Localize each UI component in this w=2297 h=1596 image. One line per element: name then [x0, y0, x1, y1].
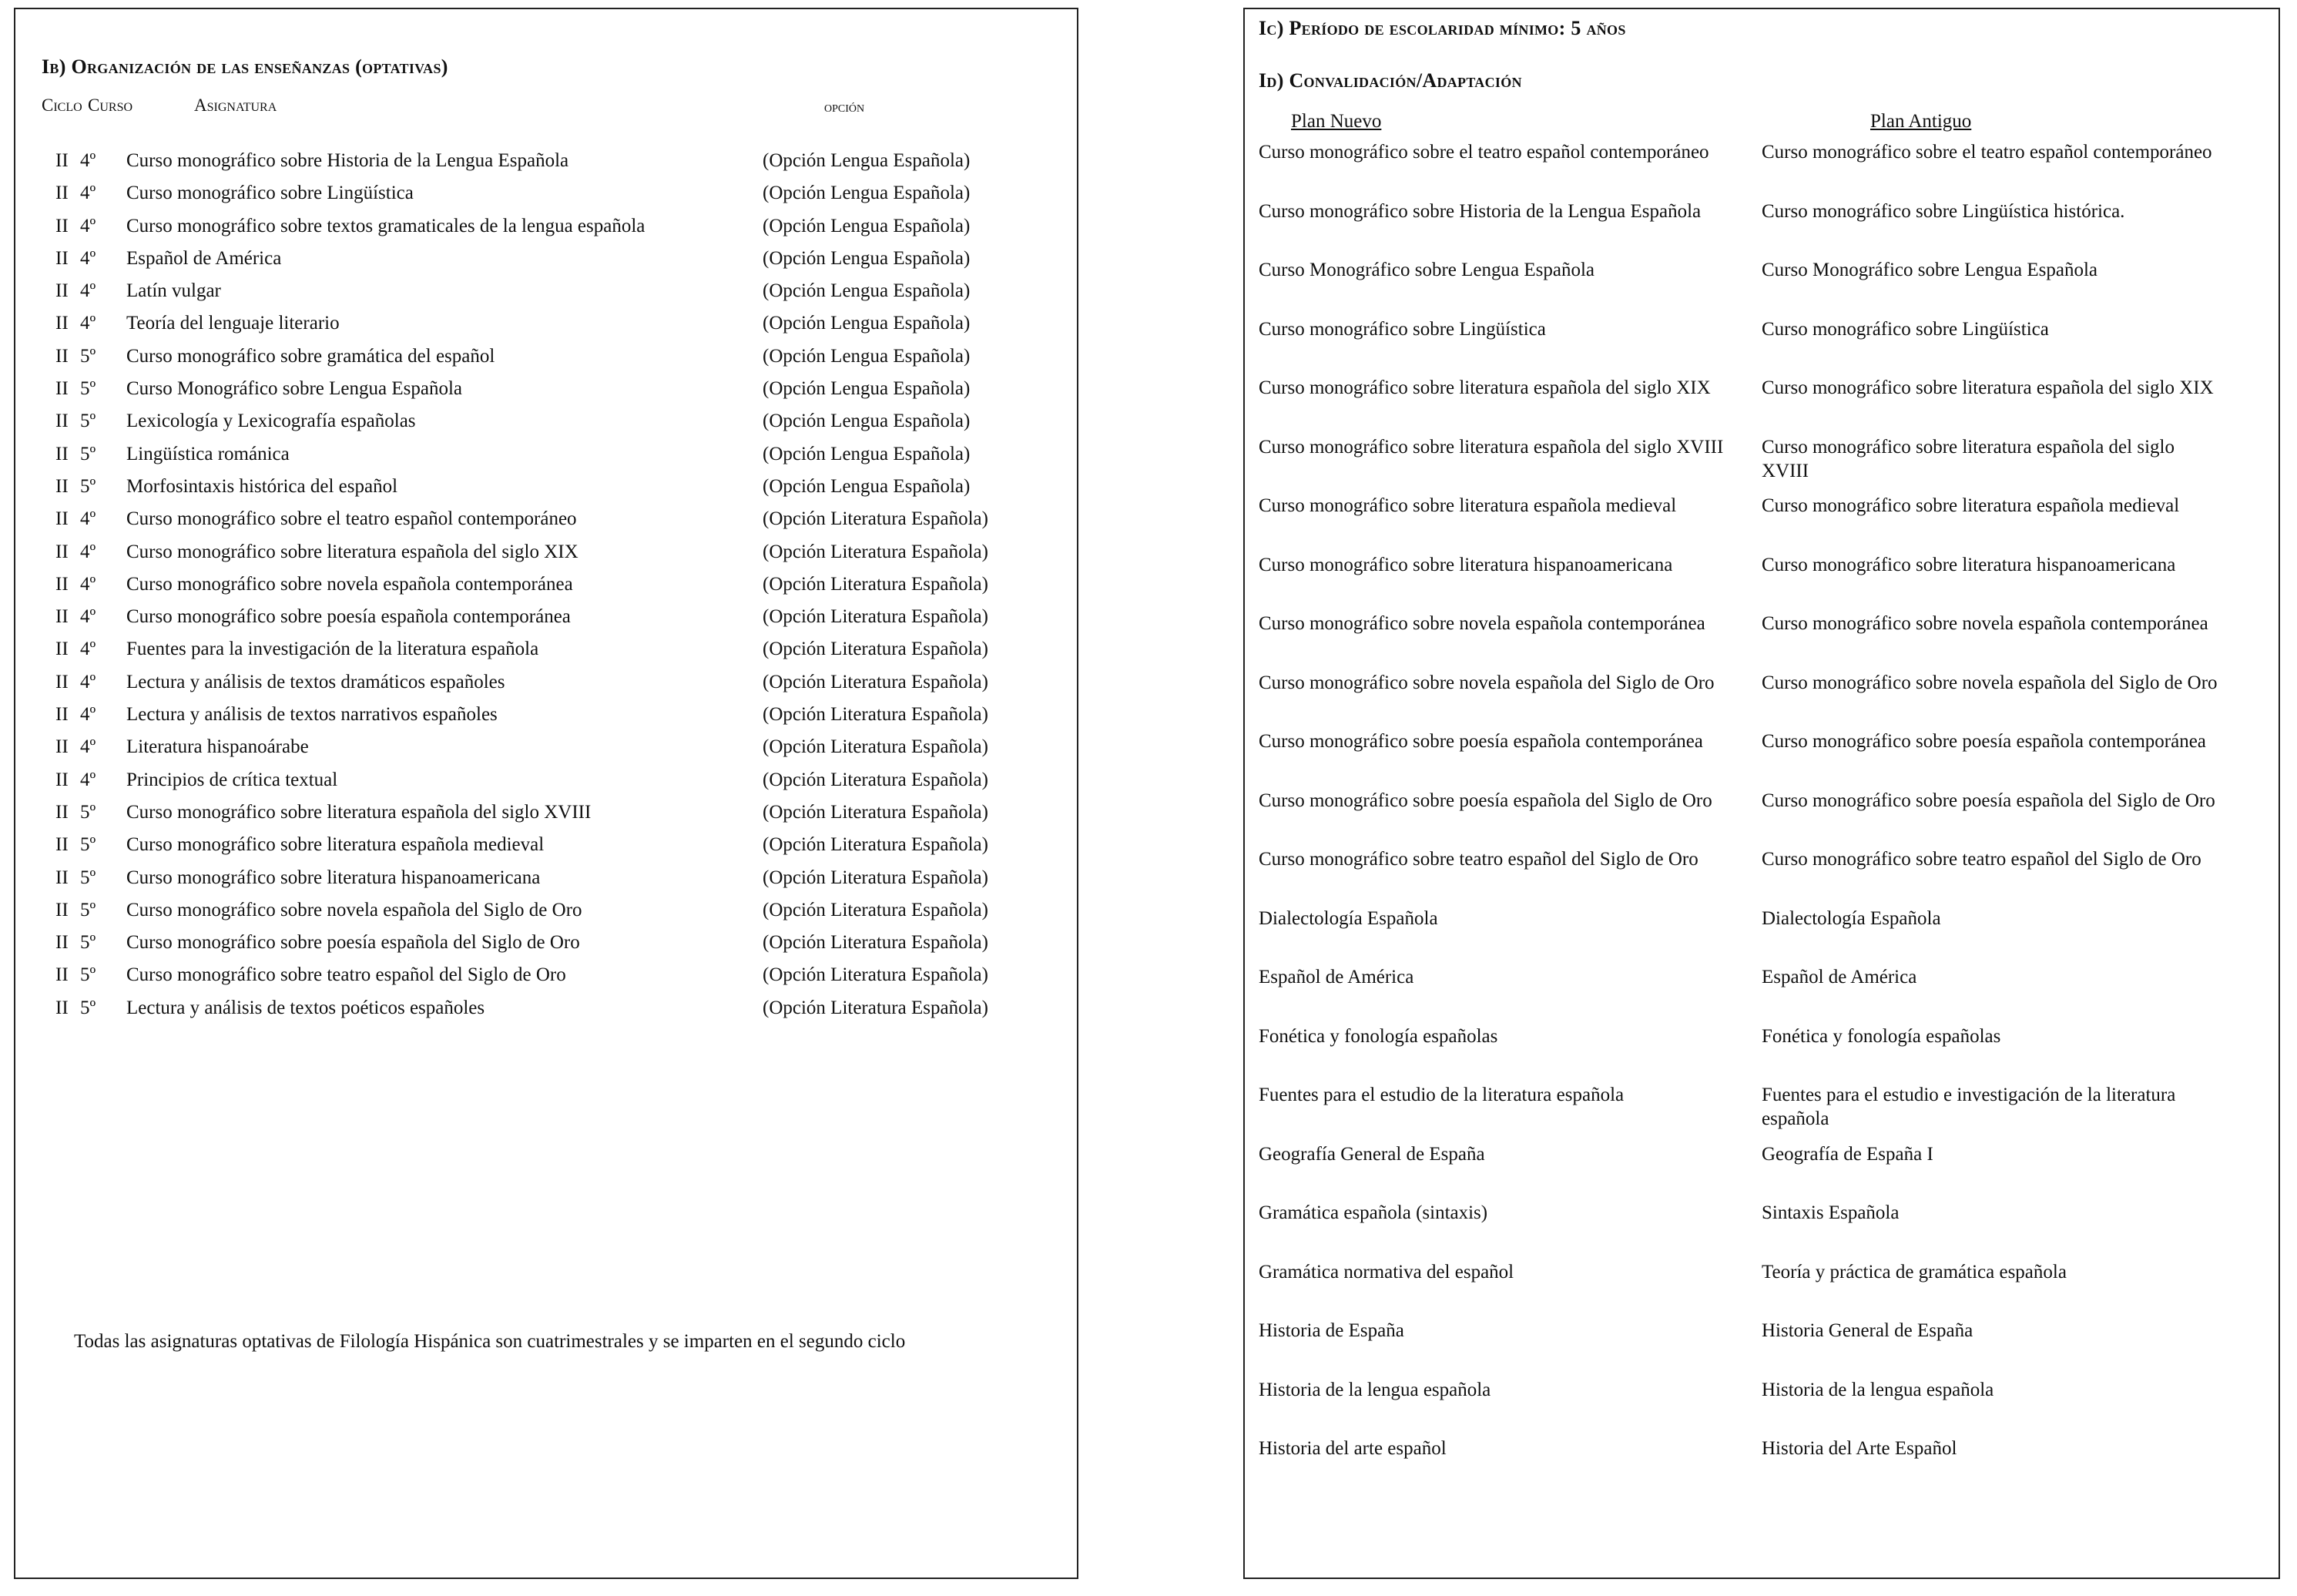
convalidacion-row — [1259, 729, 2268, 789]
opcion-cell: (Opción Lengua Española) — [763, 247, 971, 269]
curso-cell: 5º — [80, 867, 96, 888]
plan-nuevo-cell: Curso monográfico sobre Historia de la Lengua Española — [1259, 200, 1702, 222]
convalidacion-row — [1259, 1437, 2268, 1496]
asignatura-cell: Lectura y análisis de textos narrativos españoles — [126, 704, 498, 726]
opcion-cell: (Opción Literatura Española) — [763, 606, 988, 628]
plan-nuevo-cell: Curso monográfico sobre literatura española del siglo XVIII — [1259, 436, 1724, 458]
column-header-plan-antiguo: Plan Antiguo — [1870, 111, 1972, 132]
asignatura-cell: Lexicología y Lexicografía españolas — [126, 411, 416, 432]
header-opcion: opción — [824, 99, 865, 116]
ciclo-cell: II — [55, 313, 69, 334]
plan-nuevo-cell: Curso Monográfico sobre Lengua Española — [1259, 260, 1594, 280]
optativa-row — [55, 340, 1065, 373]
opcion-cell: (Opción Literatura Española) — [763, 508, 988, 530]
plan-antiguo-cell: Sintaxis Española — [1762, 1202, 1900, 1223]
convalidacion-row — [1259, 1319, 2268, 1378]
section-title-optativas: Ib) Organización de las enseñanzas (optativas) — [42, 55, 448, 78]
plan-nuevo-cell: Curso monográfico sobre poesía española contemporánea — [1259, 731, 1703, 752]
plan-nuevo-cell: Historia de España — [1259, 1320, 1404, 1341]
curso-cell: 5º — [80, 475, 96, 497]
ciclo-cell: II — [55, 378, 69, 400]
asignatura-cell: Lectura y análisis de textos poéticos españoles — [126, 997, 485, 1018]
opcion-cell: (Opción Literatura Española) — [763, 834, 988, 856]
ciclo-cell: II — [55, 280, 69, 302]
opcion-cell: (Opción Lengua Española) — [763, 443, 971, 464]
asignatura-cell: Curso monográfico sobre literatura española del siglo XVIII — [126, 801, 592, 823]
plan-antiguo-cell: Curso monográfico sobre Lingüística histórica. — [1762, 200, 2125, 222]
ciclo-cell: II — [55, 997, 69, 1018]
ciclo-cell: II — [55, 215, 69, 236]
asignatura-cell: Curso monográfico sobre novela española del Siglo de Oro — [126, 899, 582, 920]
plan-nuevo-cell: Historia de la lengua española — [1259, 1379, 1491, 1400]
curso-cell: 5º — [80, 345, 96, 367]
plan-antiguo-cell: Curso monográfico sobre literatura hispanoamericana — [1762, 554, 2176, 575]
ciclo-cell: II — [55, 671, 69, 692]
column-header-plan-nuevo: Plan Nuevo — [1291, 111, 1382, 132]
plan-nuevo-cell: Gramática española (sintaxis) — [1259, 1202, 1488, 1223]
ciclo-cell: II — [55, 834, 69, 856]
optativa-row — [55, 438, 1065, 471]
opcion-cell: (Opción Literatura Española) — [763, 899, 988, 920]
plan-nuevo-cell: Curso monográfico sobre poesía española del Siglo de Oro — [1259, 790, 1712, 811]
opcion-cell: (Opción Literatura Española) — [763, 704, 988, 726]
ciclo-cell: II — [55, 150, 69, 171]
opcion-cell: (Opción Literatura Española) — [763, 867, 988, 888]
ciclo-cell: II — [55, 964, 69, 986]
asignatura-cell: Curso monográfico sobre novela española contemporánea — [126, 573, 573, 595]
optativas-list — [55, 145, 1065, 1024]
plan-antiguo-cell: Curso monográfico sobre novela española del Siglo de Oro — [1762, 672, 2218, 693]
curso-cell: 4º — [80, 736, 96, 758]
plan-nuevo-cell: Curso monográfico sobre literatura española del siglo XIX — [1259, 377, 1711, 398]
optativa-row — [55, 177, 1065, 210]
curso-cell: 5º — [80, 932, 96, 954]
opcion-cell: (Opción Literatura Española) — [763, 671, 988, 692]
opcion-cell: (Opción Literatura Española) — [763, 769, 988, 790]
optativa-row — [55, 699, 1065, 731]
ciclo-cell: II — [55, 443, 69, 464]
asignatura-cell: Curso monográfico sobre poesía española contemporánea — [126, 606, 571, 628]
plan-antiguo-cell: Historia de la lengua española — [1762, 1379, 1994, 1400]
convalidacion-row — [1259, 200, 2268, 259]
opcion-cell: (Opción Literatura Española) — [763, 997, 988, 1018]
optativa-row — [55, 145, 1065, 177]
opcion-cell: (Opción Literatura Española) — [763, 573, 988, 595]
plan-antiguo-cell: Curso monográfico sobre literatura española medieval — [1762, 495, 2180, 516]
plan-antiguo-cell: Historia del Arte Español — [1762, 1438, 1957, 1459]
ciclo-cell: II — [55, 541, 69, 562]
optativa-row — [55, 927, 1065, 959]
optativa-row — [55, 503, 1065, 535]
curso-cell: 4º — [80, 704, 96, 726]
plan-nuevo-cell: Curso monográfico sobre teatro español del Siglo de Oro — [1259, 849, 1698, 870]
ciclo-cell: II — [55, 573, 69, 595]
asignatura-cell: Curso monográfico sobre Historia de la Lengua Española — [126, 150, 569, 171]
opcion-cell: (Opción Literatura Española) — [763, 736, 988, 758]
asignatura-cell: Español de América — [126, 247, 282, 269]
convalidacion-row — [1259, 1083, 2268, 1142]
optativa-row — [55, 633, 1065, 666]
convalidacion-row — [1259, 965, 2268, 1024]
footnote: Todas las asignaturas optativas de Filología Hispánica son cuatrimestrales y se imparten en el segundo ciclo — [74, 1331, 906, 1352]
opcion-cell: (Opción Literatura Española) — [763, 639, 988, 660]
asignatura-cell: Curso monográfico sobre textos gramaticales de la lengua española — [126, 215, 646, 236]
convalidacion-row — [1259, 376, 2268, 435]
header-ciclo: Ciclo — [42, 96, 82, 115]
plan-nuevo-cell: Fuentes para el estudio de la literatura española — [1259, 1085, 1625, 1105]
optativa-row — [55, 829, 1065, 861]
plan-antiguo-cell: Curso Monográfico sobre Lengua Española — [1762, 260, 2097, 280]
plan-antiguo-cell: Curso monográfico sobre poesía española del Siglo de Oro — [1762, 790, 2215, 811]
plan-antiguo-cell: Geografía de España I — [1762, 1143, 1933, 1165]
opcion-cell: (Opción Literatura Española) — [763, 801, 988, 823]
optativa-row — [55, 471, 1065, 503]
convalidacion-row — [1259, 317, 2268, 377]
convalidacion-row — [1259, 612, 2268, 671]
optativa-row — [55, 405, 1065, 438]
convalidacion-row — [1259, 435, 2268, 495]
curso-cell: 4º — [80, 671, 96, 692]
convalidacion-row — [1259, 1201, 2268, 1260]
curso-cell: 4º — [80, 541, 96, 562]
optativa-row — [55, 796, 1065, 829]
left-page — [14, 8, 1078, 1579]
optativa-row — [55, 666, 1065, 699]
plan-nuevo-cell: Español de América — [1259, 967, 1414, 987]
plan-antiguo-cell: Curso monográfico sobre literatura española del siglo XVIII — [1762, 436, 2175, 481]
convalidacion-row — [1259, 1378, 2268, 1437]
plan-nuevo-cell: Curso monográfico sobre el teatro español contemporáneo — [1259, 142, 1709, 163]
plan-nuevo-cell: Curso monográfico sobre Lingüística — [1259, 318, 1546, 340]
optativa-row — [55, 601, 1065, 633]
optativa-row — [55, 210, 1065, 243]
opcion-cell: (Opción Lengua Española) — [763, 313, 971, 334]
optativa-row — [55, 862, 1065, 894]
plan-antiguo-cell: Curso monográfico sobre poesía española contemporánea — [1762, 731, 2206, 752]
asignatura-cell: Lingüística románica — [126, 443, 290, 464]
opcion-cell: (Opción Lengua Española) — [763, 215, 971, 236]
curso-cell: 5º — [80, 411, 96, 432]
header-asignatura: Asignatura — [194, 96, 277, 115]
opcion-cell: (Opción Lengua Española) — [763, 475, 971, 497]
curso-cell: 4º — [80, 183, 96, 204]
ciclo-cell: II — [55, 183, 69, 204]
opcion-cell: (Opción Lengua Española) — [763, 411, 971, 432]
convalidacion-row — [1259, 140, 2268, 200]
curso-cell: 4º — [80, 606, 96, 628]
ciclo-cell: II — [55, 867, 69, 888]
plan-antiguo-cell: Curso monográfico sobre teatro español del Siglo de Oro — [1762, 849, 2201, 870]
curso-cell: 4º — [80, 247, 96, 269]
asignatura-cell: Curso monográfico sobre poesía española del Siglo de Oro — [126, 932, 580, 954]
plan-nuevo-cell: Dialectología Española — [1259, 907, 1438, 929]
ciclo-cell: II — [55, 736, 69, 758]
optativa-row — [55, 764, 1065, 796]
plan-antiguo-cell: Teoría y práctica de gramática española — [1762, 1261, 2067, 1282]
optativa-row — [55, 992, 1065, 1024]
plan-nuevo-cell: Gramática normativa del español — [1259, 1261, 1514, 1282]
asignatura-cell: Curso monográfico sobre teatro español del Siglo de Oro — [126, 964, 566, 986]
ciclo-cell: II — [55, 704, 69, 726]
plan-antiguo-cell: Español de América — [1762, 967, 1917, 987]
right-page — [1243, 8, 2280, 1579]
convalidacion-row — [1259, 907, 2268, 966]
convalidacion-row — [1259, 847, 2268, 907]
optativa-row — [55, 894, 1065, 927]
curso-cell: 4º — [80, 769, 96, 790]
asignatura-cell: Curso monográfico sobre gramática del español — [126, 345, 495, 367]
plan-antiguo-cell: Fuentes para el estudio e investigación de la literatura española — [1762, 1085, 2176, 1129]
curso-cell: 4º — [80, 508, 96, 530]
ciclo-cell: II — [55, 932, 69, 954]
ciclo-cell: II — [55, 769, 69, 790]
optativa-row — [55, 731, 1065, 763]
plan-antiguo-cell: Curso monográfico sobre novela española contemporánea — [1762, 613, 2208, 634]
ciclo-cell: II — [55, 508, 69, 530]
ciclo-cell: II — [55, 606, 69, 628]
opcion-cell: (Opción Lengua Española) — [763, 150, 971, 171]
ciclo-cell: II — [55, 345, 69, 367]
convalidacion-row — [1259, 553, 2268, 612]
ciclo-cell: II — [55, 247, 69, 269]
asignatura-cell: Curso monográfico sobre literatura española del siglo XIX — [126, 541, 578, 562]
plan-nuevo-cell: Fonética y fonología españolas — [1259, 1025, 1498, 1047]
plan-antiguo-cell: Historia General de España — [1762, 1320, 1973, 1341]
convalidacion-list — [1259, 140, 2268, 1496]
header-curso: Curso — [88, 96, 133, 115]
convalidacion-row — [1259, 258, 2268, 317]
plan-nuevo-cell: Curso monográfico sobre novela española del Siglo de Oro — [1259, 672, 1715, 693]
optativa-row — [55, 243, 1065, 275]
optativa-row — [55, 373, 1065, 405]
asignatura-cell: Curso monográfico sobre literatura hispanoamericana — [126, 867, 541, 888]
plan-nuevo-cell: Curso monográfico sobre literatura española medieval — [1259, 495, 1677, 516]
asignatura-cell: Latín vulgar — [126, 280, 221, 302]
opcion-cell: (Opción Lengua Española) — [763, 183, 971, 204]
curso-cell: 5º — [80, 801, 96, 823]
plan-antiguo-cell: Dialectología Española — [1762, 907, 1941, 929]
optativa-row — [55, 275, 1065, 307]
asignatura-cell: Literatura hispanoárabe — [126, 736, 309, 758]
curso-cell: 4º — [80, 215, 96, 236]
convalidacion-row — [1259, 494, 2268, 553]
curso-cell: 5º — [80, 378, 96, 400]
ciclo-cell: II — [55, 411, 69, 432]
asignatura-cell: Principios de crítica textual — [126, 769, 338, 790]
optativa-row — [55, 307, 1065, 340]
section-title-periodo: Ic) Período de escolaridad mínimo: 5 años — [1259, 17, 1626, 39]
plan-nuevo-cell: Curso monográfico sobre novela española contemporánea — [1259, 613, 1705, 634]
plan-antiguo-cell: Curso monográfico sobre literatura española del siglo XIX — [1762, 377, 2214, 398]
opcion-cell: (Opción Lengua Española) — [763, 378, 971, 400]
convalidacion-row — [1259, 1142, 2268, 1202]
ciclo-cell: II — [55, 475, 69, 497]
curso-cell: 4º — [80, 150, 96, 171]
asignatura-cell: Curso monográfico sobre literatura española medieval — [126, 834, 545, 856]
plan-antiguo-cell: Curso monográfico sobre el teatro español contemporáneo — [1762, 142, 2212, 163]
curso-cell: 5º — [80, 899, 96, 920]
plan-nuevo-cell: Geografía General de España — [1259, 1143, 1485, 1165]
curso-cell: 5º — [80, 443, 96, 464]
optativa-row — [55, 568, 1065, 601]
asignatura-cell: Fuentes para la investigación de la literatura española — [126, 639, 539, 660]
curso-cell: 4º — [80, 313, 96, 334]
curso-cell: 5º — [80, 964, 96, 986]
opcion-cell: (Opción Literatura Española) — [763, 964, 988, 986]
ciclo-cell: II — [55, 639, 69, 660]
ciclo-cell: II — [55, 801, 69, 823]
asignatura-cell: Morfosintaxis histórica del español — [126, 475, 398, 497]
plan-nuevo-cell: Curso monográfico sobre literatura hispanoamericana — [1259, 554, 1673, 575]
curso-cell: 4º — [80, 639, 96, 660]
optativa-row — [55, 536, 1065, 568]
opcion-cell: (Opción Literatura Española) — [763, 932, 988, 954]
plan-nuevo-cell: Historia del arte español — [1259, 1438, 1447, 1459]
curso-cell: 5º — [80, 834, 96, 856]
asignatura-cell: Curso monográfico sobre el teatro español contemporáneo — [126, 508, 577, 530]
curso-cell: 4º — [80, 573, 96, 595]
asignatura-cell: Curso Monográfico sobre Lengua Española — [126, 378, 462, 400]
convalidacion-row — [1259, 671, 2268, 730]
asignatura-cell: Lectura y análisis de textos dramáticos españoles — [126, 671, 505, 692]
asignatura-cell: Curso monográfico sobre Lingüística — [126, 183, 414, 204]
convalidacion-row — [1259, 1024, 2268, 1084]
plan-antiguo-cell: Fonética y fonología españolas — [1762, 1025, 2001, 1047]
asignatura-cell: Teoría del lenguaje literario — [126, 313, 340, 334]
opcion-cell: (Opción Literatura Española) — [763, 541, 988, 562]
section-title-convalidacion: Id) Convalidación/Adaptación — [1259, 69, 1522, 92]
optativa-row — [55, 959, 1065, 991]
opcion-cell: (Opción Lengua Española) — [763, 280, 971, 302]
plan-antiguo-cell: Curso monográfico sobre Lingüística — [1762, 318, 2049, 340]
convalidacion-row — [1259, 789, 2268, 848]
ciclo-cell: II — [55, 899, 69, 920]
convalidacion-row — [1259, 1260, 2268, 1319]
curso-cell: 5º — [80, 997, 96, 1018]
opcion-cell: (Opción Lengua Española) — [763, 345, 971, 367]
curso-cell: 4º — [80, 280, 96, 302]
